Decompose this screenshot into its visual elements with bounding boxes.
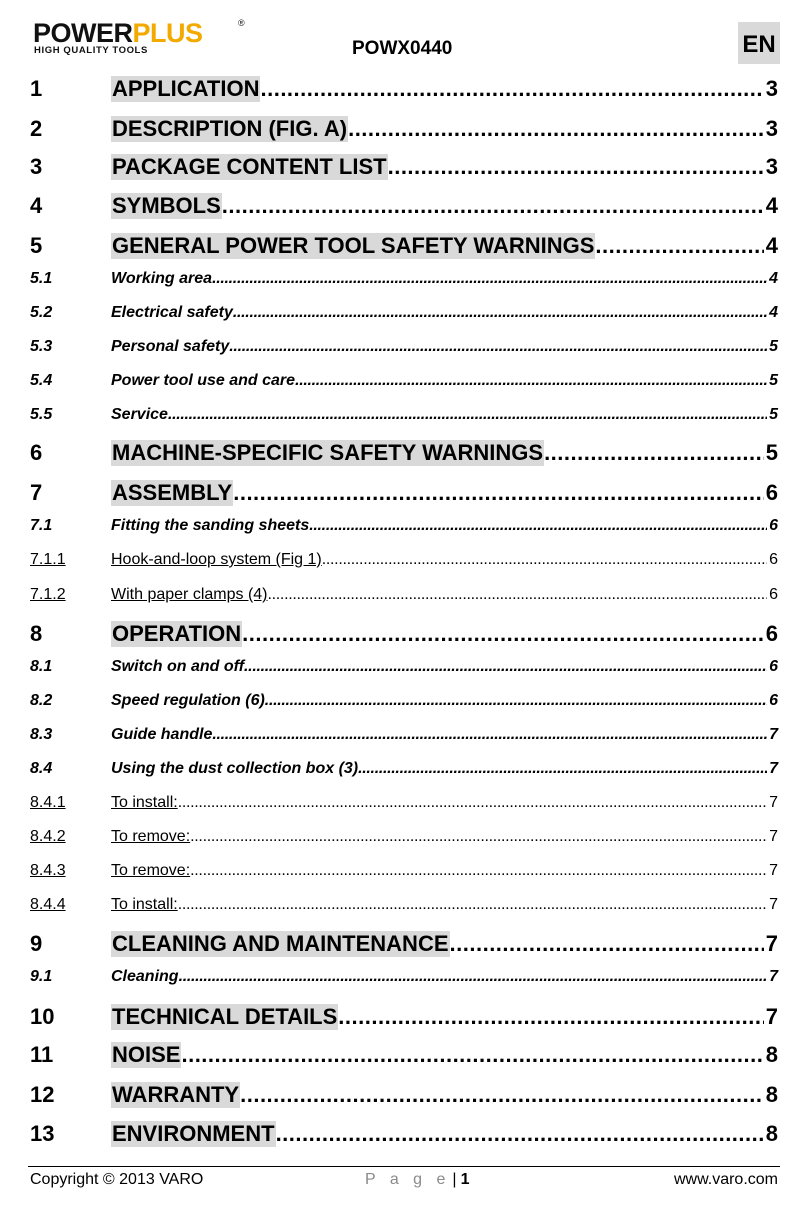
- toc-dot-leader: [240, 1082, 764, 1108]
- toc-entry[interactable]: [30, 862, 778, 884]
- toc-entry-page: 5: [765, 440, 778, 465]
- toc-entry[interactable]: [30, 586, 778, 608]
- page-number: 1: [460, 1171, 470, 1188]
- toc-dot-leader: [295, 372, 767, 390]
- toc-entry-page: 7: [769, 862, 778, 879]
- toc-entry[interactable]: [30, 76, 778, 106]
- language-badge: EN: [738, 22, 780, 64]
- toc-entry-title: To remove:: [111, 862, 191, 879]
- toc-entry[interactable]: [30, 304, 778, 326]
- toc-entry-title: To install:: [111, 794, 178, 811]
- toc-entry-page: 7: [769, 968, 778, 985]
- toc-dot-leader: [168, 406, 767, 424]
- toc-entry-number: 8.4.4: [30, 896, 66, 913]
- toc-entry[interactable]: [30, 1121, 778, 1151]
- toc-entry-title: To install:: [111, 896, 178, 913]
- toc-entry-page: 7: [769, 828, 778, 845]
- registered-mark: ®: [238, 18, 245, 28]
- toc-entry-title: PACKAGE CONTENT LIST: [112, 154, 387, 179]
- toc-entry[interactable]: [30, 760, 778, 782]
- toc-entry[interactable]: [30, 658, 778, 680]
- footer-page-indicator: [365, 1171, 469, 1189]
- toc-entry-number: 5: [30, 233, 43, 258]
- toc-dot-leader: [322, 551, 767, 569]
- toc-entry-number: 5.3: [30, 338, 53, 355]
- logo-power-text: POWER: [33, 18, 133, 48]
- toc-entry-title: Guide handle: [111, 726, 213, 743]
- toc-entry-page: 5: [769, 338, 778, 355]
- toc-entry-page: 6: [769, 551, 778, 568]
- toc-dot-leader: [268, 586, 768, 604]
- toc-entry-number: 7.1: [30, 517, 53, 534]
- toc-entry[interactable]: [30, 338, 778, 360]
- toc-entry[interactable]: [30, 440, 778, 470]
- toc-entry-number: 8: [30, 621, 43, 646]
- toc-entry[interactable]: [30, 517, 778, 539]
- toc-entry[interactable]: [30, 193, 778, 223]
- toc-entry-number: 5.1: [30, 270, 53, 287]
- toc-entry-title: Switch on and off: [111, 658, 245, 675]
- toc-entry[interactable]: [30, 406, 778, 428]
- toc-entry-number: 3: [30, 154, 43, 179]
- toc-entry[interactable]: [30, 726, 778, 748]
- toc-entry-title: Fitting the sanding sheets: [111, 517, 310, 534]
- toc-entry[interactable]: [30, 372, 778, 394]
- toc-entry-title: NOISE: [112, 1042, 181, 1067]
- toc-dot-leader: [233, 304, 767, 322]
- toc-dot-leader: [233, 480, 764, 506]
- toc-entry-page: 6: [769, 517, 778, 534]
- toc-entry-page: 4: [769, 270, 778, 287]
- toc-entry[interactable]: [30, 968, 778, 990]
- toc-entry-number: 8.4.2: [30, 828, 66, 845]
- toc-entry-number: 10: [30, 1004, 55, 1029]
- toc-entry-number: 8.1: [30, 658, 53, 675]
- logo-tagline: HIGH QUALITY TOOLS: [34, 45, 148, 56]
- toc-entry-number: 4: [30, 193, 43, 218]
- toc-entry-page: 7: [769, 760, 778, 777]
- toc-entry-page: 5: [769, 372, 778, 389]
- toc-entry-title: WARRANTY: [112, 1082, 240, 1107]
- toc-entry-page: 7: [765, 931, 778, 956]
- toc-entry-page: 3: [765, 76, 778, 101]
- toc-entry-page: 4: [765, 233, 778, 258]
- toc-entry-number: 7.1.2: [30, 586, 66, 603]
- toc-dot-leader: [260, 76, 763, 102]
- toc-entry-title: Hook-and-loop system (Fig 1): [111, 551, 322, 568]
- toc-entry-number: 8.4.1: [30, 794, 66, 811]
- toc-dot-leader: [450, 931, 764, 957]
- toc-entry[interactable]: [30, 1004, 778, 1034]
- toc-dot-leader: [544, 440, 764, 466]
- toc-entry-number: 8.3: [30, 726, 53, 743]
- toc-entry-number: 7: [30, 480, 43, 505]
- toc-entry-number: 1: [30, 76, 43, 101]
- toc-entry-page: 3: [765, 154, 778, 179]
- page-separator: |: [452, 1171, 457, 1188]
- toc-dot-leader: [358, 760, 767, 778]
- toc-entry-number: 8.2: [30, 692, 53, 709]
- toc-entry-title: MACHINE-SPECIFIC SAFETY WARNINGS: [112, 440, 544, 465]
- toc-entry-number: 8.4.3: [30, 862, 66, 879]
- toc-entry-number: 2: [30, 116, 43, 141]
- toc-entry[interactable]: [30, 828, 778, 850]
- toc-entry-number: 5.5: [30, 406, 53, 423]
- toc-entry-title: Power tool use and care: [111, 372, 296, 389]
- toc-entry-title: Cleaning: [111, 968, 179, 985]
- toc-entry-page: 7: [769, 794, 778, 811]
- toc-dot-leader: [338, 1004, 763, 1030]
- toc-entry-page: 7: [765, 1004, 778, 1029]
- toc-entry-title: With paper clamps (4): [111, 586, 268, 603]
- footer-divider: [28, 1166, 780, 1167]
- toc-entry-page: 8: [765, 1082, 778, 1107]
- toc-entry[interactable]: [30, 154, 778, 184]
- toc-entry-number: 8.4: [30, 760, 53, 777]
- footer-copyright: Copyright © 2013 VARO: [30, 1171, 204, 1188]
- toc-entry-number: 5.2: [30, 304, 53, 321]
- toc-entry[interactable]: [30, 233, 778, 263]
- toc-entry-title: APPLICATION: [112, 76, 260, 101]
- toc-entry-page: 4: [769, 304, 778, 321]
- toc-entry-page: 6: [769, 586, 778, 603]
- toc-entry-title: TECHNICAL DETAILS: [112, 1004, 338, 1029]
- toc-entry-number: 9.1: [30, 968, 53, 985]
- footer-website: www.varo.com: [673, 1171, 778, 1188]
- toc-entry-title: OPERATION: [112, 621, 242, 646]
- toc-entry-title: ASSEMBLY: [112, 480, 233, 505]
- toc-entry[interactable]: [30, 896, 778, 918]
- toc-entry-page: 5: [769, 406, 778, 423]
- toc-entry-page: 7: [769, 896, 778, 913]
- toc-entry-title: Service: [111, 406, 168, 423]
- toc-entry-page: 6: [765, 480, 778, 505]
- toc-entry-page: 8: [765, 1042, 778, 1067]
- model-number: POWX0440: [352, 38, 453, 59]
- toc-entry[interactable]: [30, 931, 778, 961]
- toc-entry-page: 6: [769, 692, 778, 709]
- toc-entry[interactable]: [30, 116, 778, 146]
- toc-entry-number: 9: [30, 931, 43, 956]
- toc-entry[interactable]: [30, 480, 778, 510]
- toc-entry-page: 6: [765, 621, 778, 646]
- toc-dot-leader: [178, 794, 767, 812]
- toc-entry[interactable]: [30, 1042, 778, 1072]
- toc-entry-page: 3: [765, 116, 778, 141]
- toc-entry-number: 7.1.1: [30, 551, 66, 568]
- toc-entry-number: 5.4: [30, 372, 53, 389]
- toc-dot-leader: [181, 1042, 763, 1068]
- toc-dot-leader: [212, 270, 767, 288]
- toc-dot-leader: [276, 1121, 764, 1147]
- toc-entry-title: Using the dust collection box (3): [111, 760, 359, 777]
- toc-entry-number: 11: [30, 1042, 54, 1067]
- toc-entry-number: 13: [30, 1121, 55, 1146]
- toc-entry-page: 6: [769, 658, 778, 675]
- toc-entry[interactable]: [30, 621, 778, 651]
- toc-dot-leader: [178, 896, 767, 914]
- toc-dot-leader: [179, 968, 768, 986]
- toc-dot-leader: [348, 116, 764, 142]
- toc-entry[interactable]: [30, 794, 778, 816]
- toc-entry-page: 7: [769, 726, 778, 743]
- toc-dot-leader: [190, 828, 767, 846]
- toc-entry-title: ENVIRONMENT: [112, 1121, 275, 1146]
- toc-entry-title: DESCRIPTION (FIG. A): [112, 116, 348, 141]
- toc-dot-leader: [388, 154, 764, 180]
- toc-dot-leader: [222, 193, 764, 219]
- toc-entry-title: To remove:: [111, 828, 191, 845]
- toc-dot-leader: [265, 692, 767, 710]
- toc-dot-leader: [595, 233, 763, 259]
- toc-entry-page: 8: [765, 1121, 778, 1146]
- toc-entry[interactable]: [30, 551, 778, 573]
- toc-entry-title: Personal safety: [111, 338, 230, 355]
- toc-dot-leader: [244, 658, 767, 676]
- logo-plus-text: PLUS: [132, 18, 203, 48]
- toc-entry-title: SYMBOLS: [112, 193, 221, 218]
- toc-dot-leader: [229, 338, 767, 356]
- toc-entry-title: GENERAL POWER TOOL SAFETY WARNINGS: [112, 233, 595, 258]
- toc-entry-title: Working area: [111, 270, 213, 287]
- page-label: P a g e: [365, 1171, 451, 1188]
- toc-entry[interactable]: [30, 692, 778, 714]
- toc-entry-page: 4: [765, 193, 778, 218]
- toc-entry-number: 6: [30, 440, 43, 465]
- toc-entry-title: CLEANING AND MAINTENANCE: [112, 931, 449, 956]
- toc-dot-leader: [309, 517, 767, 535]
- toc-dot-leader: [212, 726, 767, 744]
- toc-dot-leader: [242, 621, 764, 647]
- toc-entry[interactable]: [30, 270, 778, 292]
- toc-entry[interactable]: [30, 1082, 778, 1112]
- toc-entry-title: Speed regulation (6): [111, 692, 265, 709]
- toc-entry-title: Electrical safety: [111, 304, 233, 321]
- toc-entry-number: 12: [30, 1082, 55, 1107]
- toc-dot-leader: [190, 862, 767, 880]
